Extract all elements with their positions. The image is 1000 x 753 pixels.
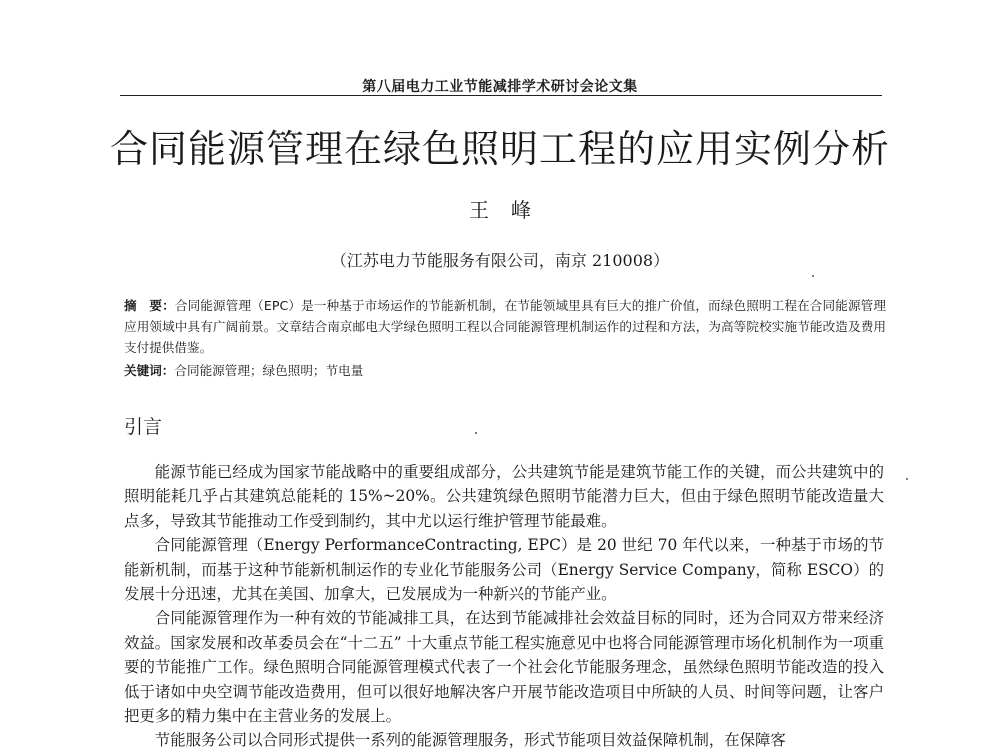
section-heading: 引言 — [124, 416, 163, 438]
abstract-label: 摘 要： — [124, 298, 175, 313]
keywords-text: 合同能源管理；绿色照明；节电量 — [174, 363, 364, 378]
scan-speck — [475, 432, 477, 434]
scan-speck — [906, 478, 908, 480]
keywords — [124, 360, 886, 381]
paragraph: 节能服务公司以合同形式提供一系列的能源管理服务，形式节能项目效益保障机制，在保障客 — [154, 731, 786, 750]
paragraph: 合同能源管理作为一种有效的节能减排工具，在达到节能减排社会效益目标的同时，还为合同双方带来经济效益。国家发展和改革委员会在“十二五” 十大重点节能工程实施意见中也将合同能源管理市场化机制作为一项重要的节能推广工作。绿色照明合同能源管理模式代表了一个社会化节能服务理念，虽然绿色照明节能改造的投入低于诸如中央空调节能改造费用，但可以很好地解决客户开展节能改造项目中所缺的人员、时间等问题，让客户把更多的精力集中在主营业务的发展上。 — [124, 609, 884, 726]
paper-title: 合同能源管理在绿色照明工程的应用实例分析 — [109, 127, 890, 171]
abstract-text: 合同能源管理（EPC）是一种基于市场运作的节能新机制，在节能领域里具有巨大的推广价值，而绿色照明工程在合同能源管理应用领域中具有广阔前景。文章结合南京邮电大学绿色照明工程以合同能源管理机制运作的过程和方法，为高等院校实施节能改造及费用支付提供借鉴。 — [124, 298, 886, 355]
affiliation: （江苏电力节能服务有限公司，南京 210008） — [330, 251, 670, 270]
header-rule — [120, 95, 882, 96]
keywords-label: 关键词： — [124, 363, 175, 378]
paragraph: 能源节能已经成为国家节能战略中的重要组成部分，公共建筑节能是建筑节能工作的关键，而公共建筑中的照明能耗几乎占其建筑总能耗的 15%~20%。公共建筑绿色照明节能潜力巨大，但由于绿色照明节能改造量大点多，导致其节能推动工作受到制约，其中尤以运行维护管理节能最难。 — [124, 463, 884, 530]
paragraph: 合同能源管理（Energy PerformanceContracting, EPC）是 20 世纪 70 年代以来，一种基于市场的节能新机制，而基于这种节能新机制运作的专业化节能服务公司（Energy Service Company，简称 ESCO）的发展十分迅速，尤其在美国、加拿大，已发展成为一种新兴的节能产业。 — [124, 536, 884, 604]
abstract — [124, 295, 886, 358]
body-text — [124, 460, 884, 753]
author-name: 王峰 — [469, 198, 553, 222]
scan-speck — [812, 275, 814, 277]
running-header: 第八届电力工业节能减排学术研讨会论文集 — [362, 79, 638, 95]
